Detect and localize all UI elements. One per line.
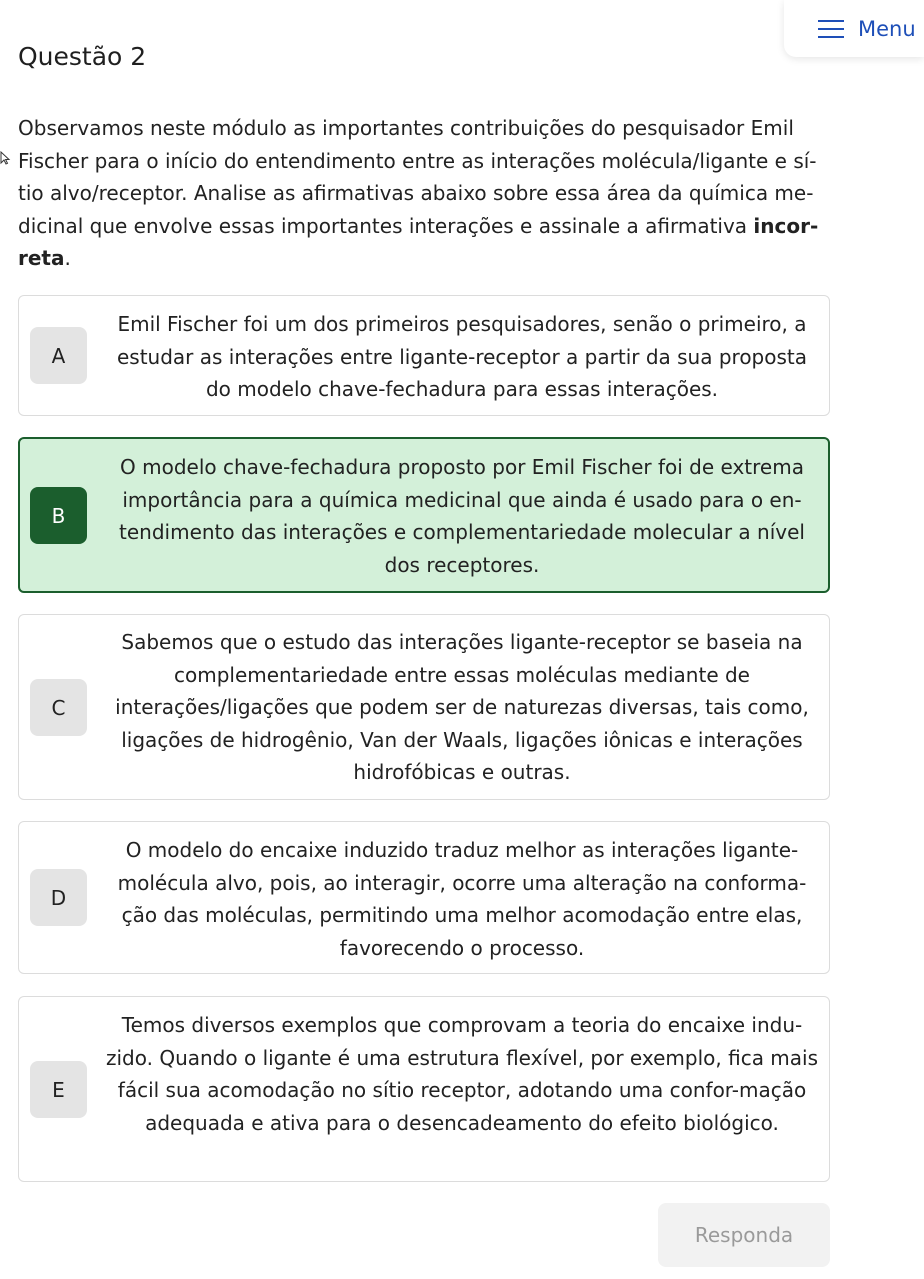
prompt-emphasis: incor-reta (18, 213, 819, 270)
option-text: Temos diversos exemplos que comprovam a teoria do encaixe indu-zido. Quando o ligante é uma estrutura flexível, por exemplo, fica mais fácil sua acomodação no sítio receptor, adotando uma confor-mação adequada e ativa para o desencadeamento do efeito biológico. (105, 1013, 819, 1135)
option-letter: C (30, 679, 87, 736)
option-text: Emil Fischer foi um dos primeiros pesquisadores, senão o primeiro, a estudar as interações entre ligante-receptor a partir da sua proposta do modelo chave-fechadura para essas interações. (116, 312, 808, 401)
option-d[interactable] (18, 821, 830, 974)
hamburger-icon (818, 18, 844, 40)
menu-button[interactable] (784, 0, 924, 57)
option-letter: D (30, 869, 87, 926)
option-e[interactable] (18, 996, 830, 1182)
option-c[interactable] (18, 614, 830, 800)
prompt-end: . (64, 246, 71, 270)
option-letter: B (30, 487, 87, 544)
respond-button[interactable]: Responda (658, 1203, 830, 1267)
option-b[interactable] (18, 437, 830, 593)
option-letter: E (30, 1061, 87, 1118)
option-text: O modelo do encaixe induzido traduz melhor as interações ligante-molécula alvo, pois, ao interagir, ocorre uma alteração na conforma-ção das moléculas, permitindo uma melhor acomodação entre elas, favorecendo o processo. (117, 838, 807, 960)
menu-label: Menu (858, 16, 916, 41)
option-text: O modelo chave-fechadura proposto por Emil Fischer foi de extrema importância para a química medicinal que ainda é usado para o en-tendimento das interações e complementariedade molecular a nível dos receptores. (119, 455, 805, 577)
prompt-text: Observamos neste módulo as importantes contribuições do pesquisador Emil Fischer para o início do entendimento entre as interações molécula/ligante e sí-tio alvo/receptor. Analise as afirmativas abaixo sobre essa área da química me-dicinal que envolve essas importantes interações e assinale a afirmativa (18, 116, 817, 238)
cursor-arrow-icon (0, 150, 10, 164)
question-prompt (18, 112, 830, 275)
question-title: Questão 2 (18, 42, 147, 71)
option-a[interactable] (18, 295, 830, 416)
option-letter: A (30, 327, 87, 384)
option-text: Sabemos que o estudo das interações ligante-receptor se baseia na complementariedade entre essas moléculas mediante de interações/ligações que podem ser de naturezas diversas, tais como, ligações de hidrogênio, Van der Waals, ligações iônicas e interações hidrofóbicas e outras. (115, 630, 809, 784)
